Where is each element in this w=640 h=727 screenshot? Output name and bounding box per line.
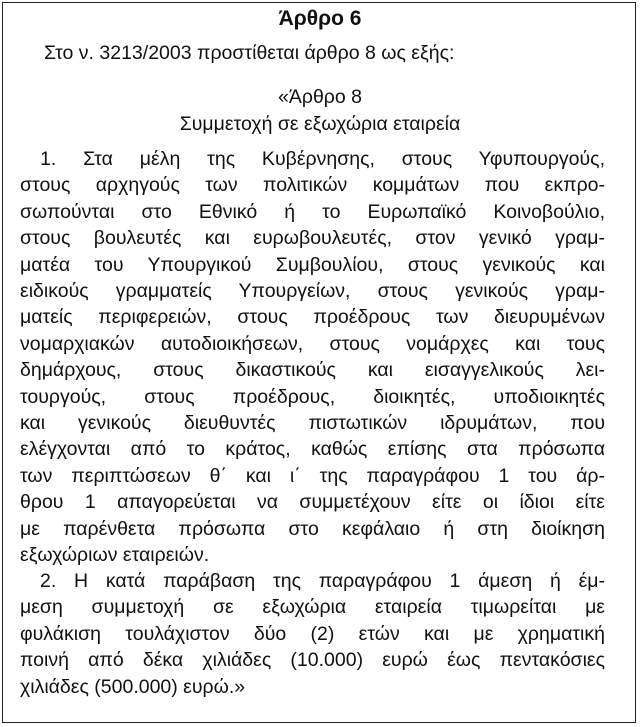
paragraph-line: 1. Στα μέλη της Κυβέρνησης, στους Υφυπουργούς, xyxy=(40,148,605,170)
paragraph-line: των περιπτώσεων θ΄ και ι΄ της παραγράφου 1 του άρ- xyxy=(20,464,605,487)
paragraph-line: στους βουλευτές και ευρωβουλευτές, στον γενικό γραμ- xyxy=(20,227,605,250)
paragraph-line: στους αρχηγούς των πολιτικών κομμάτων που εκπρο- xyxy=(20,174,605,197)
paragraph-line: φυλάκιση τουλάχιστον δύο (2) ετών και με χρηματική xyxy=(20,622,605,645)
paragraph-line: και γενικούς διευθυντές πιστωτικών ιδρυμάτων, που xyxy=(20,412,605,435)
paragraph-line: χιλιάδες (500.000) ευρώ.» xyxy=(20,675,246,698)
paragraph-line: με παρένθετα πρόσωπα στο κεφάλαιο ή στη διοίκηση xyxy=(20,517,605,540)
paragraph-line: θρου 1 απαγορεύεται να συμμετέχουν είτε οι ίδιοι είτε xyxy=(20,491,605,514)
paragraph-line: ματείς περιφερειών, στους προέδρους των διευρυμένων xyxy=(20,306,605,329)
paragraph-line: εξωχώριων εταιρειών. xyxy=(20,544,210,567)
paragraph-line: ματέα του Υπουργικού Συμβουλίου, στους γενικούς και xyxy=(20,253,605,276)
paragraph-line: μεση συμμετοχή σε εξωχώρια εταιρεία τιμωρείται με xyxy=(20,596,605,619)
paragraph-line: νομαρχιακών αυτοδιοικήσεων, στους νομάρχες και τους xyxy=(20,332,605,355)
paragraph-line: δημάρχους, στους δικαστικούς και εισαγγελικούς λει- xyxy=(20,359,605,382)
paragraph-line: ελέγχονται από το κράτος, καθώς επίσης στα πρόσωπα xyxy=(20,438,605,461)
article-heading: Άρθρο 6 xyxy=(278,7,362,30)
paragraph-line: τουργούς, στους προέδρους, διοικητές, υποδιοικητές xyxy=(20,385,605,408)
paragraph-line: 2. Η κατά παράβαση της παραγράφου 1 άμεση ή έμ- xyxy=(40,570,605,592)
paragraph-line: ειδικούς γραμματείς Υπουργείων, στους γενικούς γραμ- xyxy=(20,280,605,303)
paragraph-1 xyxy=(20,146,605,569)
paragraph-line: ποινή από δέκα χιλιάδες (10.000) ευρώ έως πεντακόσιες xyxy=(20,649,605,672)
inserted-article-subtitle: Συμμετοχή σε εξωχώρια εταιρεία xyxy=(179,113,461,135)
article-intro: Στο ν. 3213/2003 προστίθεται άρθρο 8 ως εξής: xyxy=(44,42,455,64)
paragraph-2 xyxy=(20,568,605,700)
inserted-article-heading: «Άρθρο 8 xyxy=(278,86,362,108)
paragraph-line: σωπούνται στο Εθνικό ή το Ευρωπαϊκό Κοινοβούλιο, xyxy=(20,200,605,223)
